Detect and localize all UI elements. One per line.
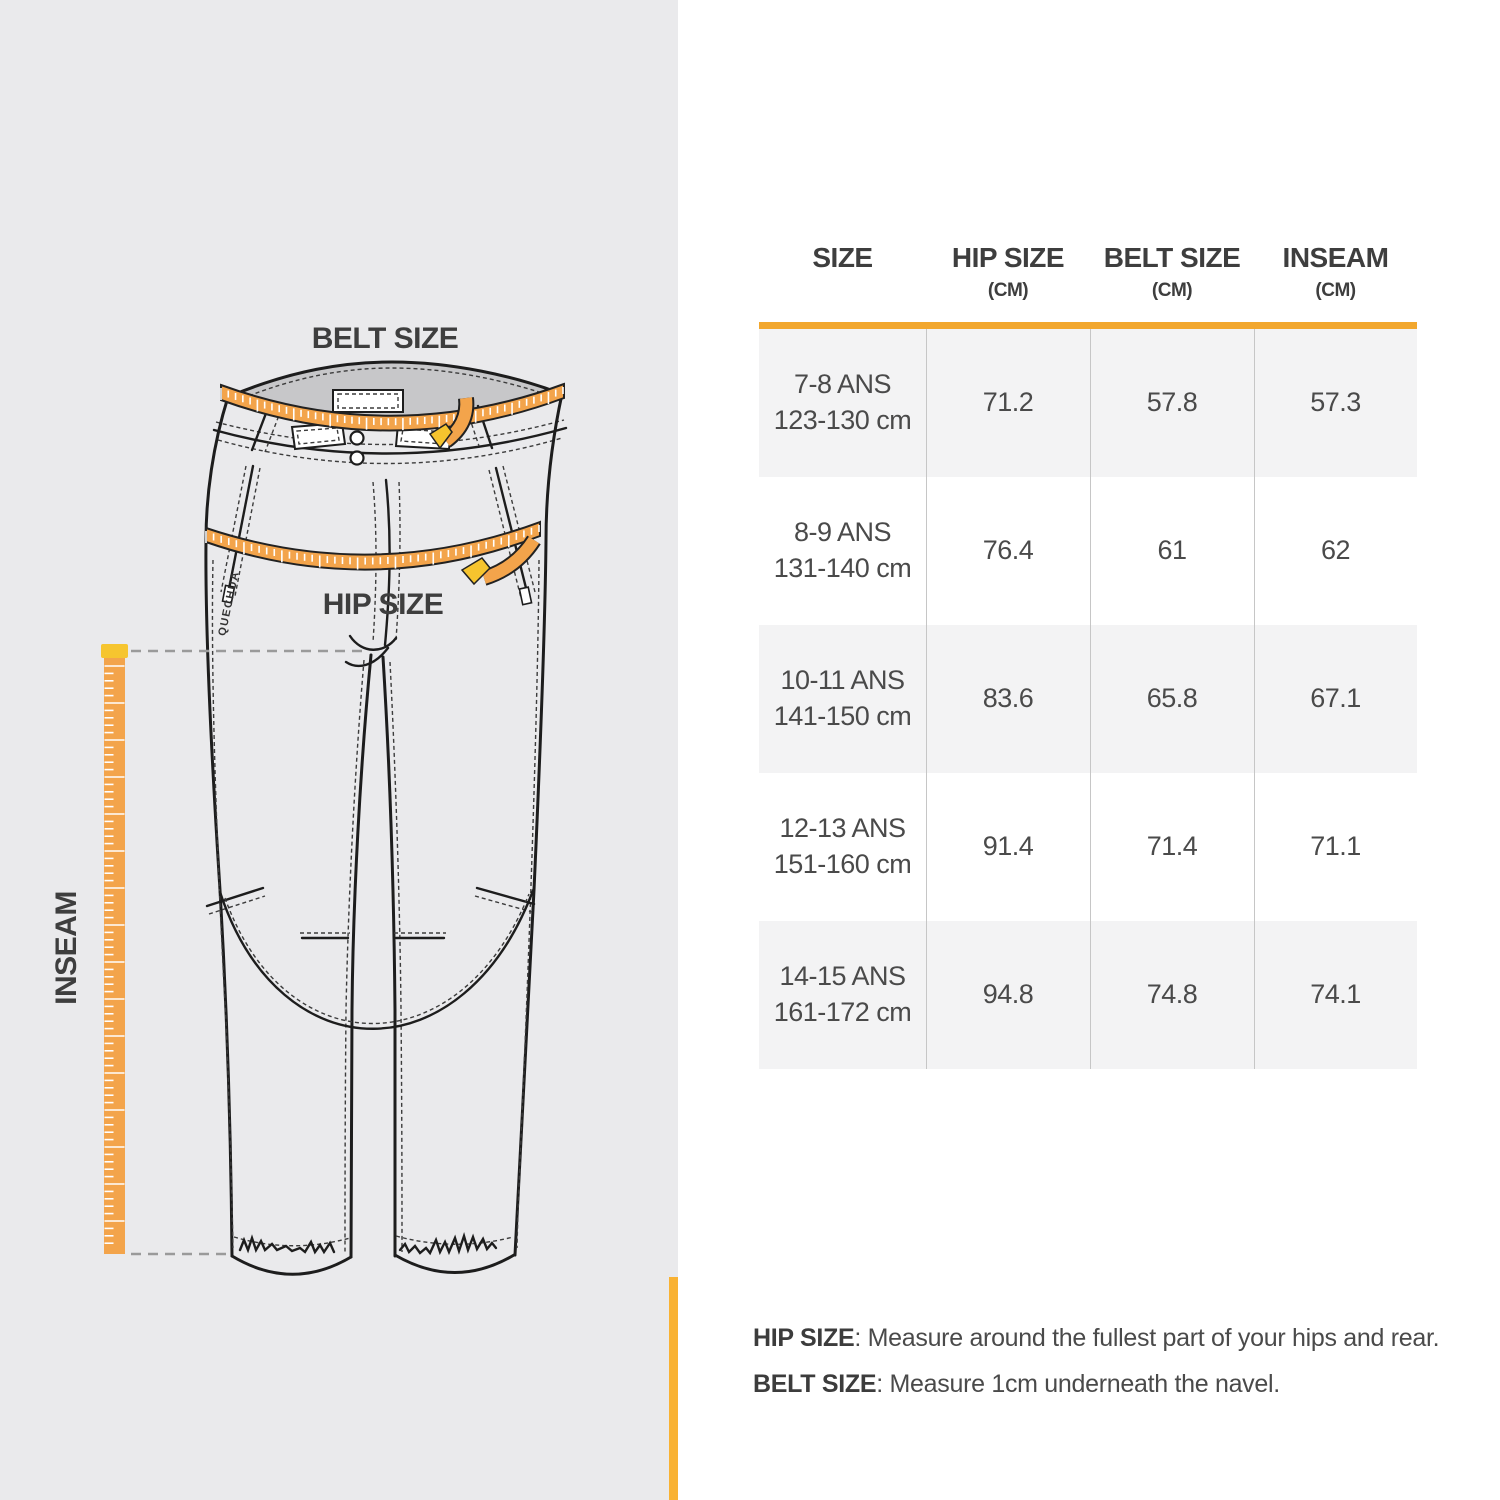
brand-label: QUECHUA	[216, 569, 242, 637]
button	[351, 452, 364, 465]
diagram-panel	[0, 0, 678, 1500]
table-row: 10-11 ANS 141-150 cm 83.6 65.8 67.1	[759, 625, 1417, 773]
table-header-row	[759, 243, 1417, 302]
column-divider	[1090, 329, 1091, 1069]
table-row: 12-13 ANS 151-160 cm 91.4 71.4 71.1	[773, 813, 1361, 879]
hip-size-label: HIP SIZE	[322, 588, 444, 621]
button	[351, 432, 364, 445]
pants-outline	[206, 394, 562, 1257]
table-row: 8-9 ANS 131-140 cm 76.4 61 62	[773, 517, 1351, 583]
col-header-hip: HIP SIZE (CM)	[951, 242, 1065, 301]
table-row: 7-8 ANS 123-130 cm 71.2 57.8 57.3	[759, 329, 1417, 477]
belt-size-note: BELT SIZE: Measure 1cm underneath the navel.	[753, 1370, 1280, 1398]
measurement-notes	[753, 1324, 1473, 1416]
table-body	[759, 329, 1417, 1069]
size-table	[759, 0, 1417, 1500]
pants-diagram	[0, 0, 678, 1500]
col-header-inseam: INSEAM (CM)	[1282, 242, 1389, 301]
column-divider	[1254, 329, 1255, 1069]
accent-stripe	[669, 1277, 678, 1500]
hems	[232, 1236, 514, 1274]
table-row: 14-15 ANS 161-172 cm 94.8 74.8 74.1	[759, 921, 1417, 1069]
column-divider	[926, 329, 927, 1069]
inseam-label: INSEAM	[50, 891, 83, 1005]
inseam-ruler	[101, 644, 128, 1254]
header-underline	[759, 322, 1417, 329]
knee-seams	[207, 888, 534, 1029]
col-header-size: SIZE	[812, 242, 873, 273]
hip-tape-measure	[206, 522, 540, 584]
belt-size-label: BELT SIZE	[311, 322, 459, 355]
col-header-belt: BELT SIZE (CM)	[1103, 242, 1241, 301]
hip-size-note: HIP SIZE: Measure around the fullest part of your hips and rear.	[753, 1324, 1440, 1352]
